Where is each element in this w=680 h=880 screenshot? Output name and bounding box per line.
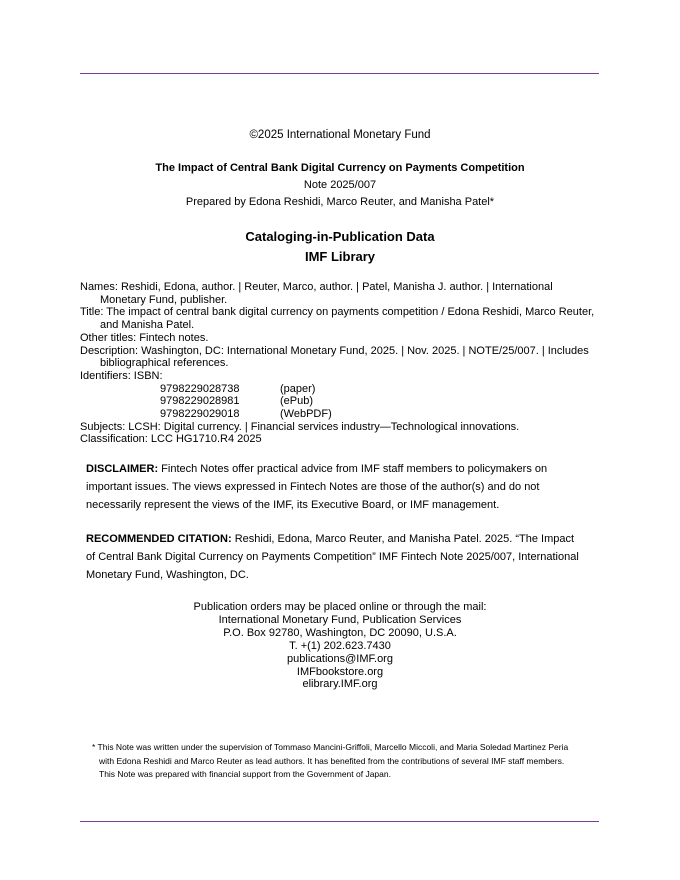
cip-heading: Cataloging-in-Publication Data (245, 229, 435, 244)
catalog-subjects: Subjects: LCSH: Digital currency. | Financial services industry—Technological innovations. (80, 420, 520, 433)
catalog-names: Names: Reshidi, Edona, author. | Reuter, Marco, author. | Patel, Manisha J. author. | International Monetary Fund, publisher. (80, 281, 553, 306)
isbn-format: (ePub) (280, 395, 314, 408)
catalog-identifiers: Identifiers: ISBN: (80, 369, 163, 382)
catalog-description: Description: Washington, DC: International Monetary Fund, 2025. | Nov. 2025. | NOTE/25/007. | Includes bibliographical references. (80, 344, 589, 370)
isbn-number: 9798229029018 (160, 408, 240, 421)
footnote-line: This Note was prepared with financial support from the Government of Japan. (99, 769, 391, 779)
orders-elibrary-link[interactable]: elibrary.IMF.org (302, 678, 378, 691)
isbn-number: 9798229028981 (160, 395, 240, 408)
isbn-format: (WebPDF) (280, 408, 332, 421)
catalog-title: Title: The impact of central bank digital currency on payments competition / Edona Reshidi, Marco Reuter, and Manisha Patel. (80, 306, 595, 332)
isbn-row (80, 408, 600, 421)
citation-label: RECOMMENDED CITATION: (86, 533, 232, 545)
citation-text: Reshidi, Edona, Marco Reuter, and Manisha Patel. 2025. “The Impact of Central Bank Digital Currency on Payments Competition” IMF Fintech Note 2025/007, International Monetary Fund, Washington, DC. (86, 533, 579, 581)
catalog-other-titles: Other titles: Fintech notes. (80, 331, 209, 344)
top-rule (80, 73, 599, 74)
orders-address: P.O. Box 92780, Washington, DC 20090, U.S.A. (223, 626, 457, 639)
note-title: The Impact of Central Bank Digital Currency on Payments Competition (155, 162, 525, 174)
note-number: Note 2025/007 (303, 179, 377, 191)
isbn-row (80, 395, 600, 408)
prepared-by: Prepared by Edona Reshidi, Marco Reuter, and Manisha Patel* (185, 196, 495, 208)
orders-intro: Publication orders may be placed online or through the mail: (193, 601, 487, 613)
cip-library: IMF Library (304, 249, 376, 264)
orders-phone: T. +(1) 202.623.7430 (289, 639, 391, 652)
footnote-line: * This Note was written under the supervision of Tommaso Mancini-Griffoli, Marcello Miccoli, and Maria Soledad Martinez Peria (92, 742, 569, 752)
isbn-format: (paper) (280, 382, 316, 395)
disclaimer-label: DISCLAIMER: (86, 463, 159, 475)
catalog-classification: Classification: LCC HG1710.R4 2025 (80, 433, 262, 446)
citation-paragraph (86, 530, 586, 584)
footnote (86, 741, 598, 782)
orders-email[interactable]: publications@IMF.org (287, 652, 393, 665)
copyright-line: ©2025 International Monetary Fund (249, 129, 431, 141)
isbn-row (80, 383, 600, 396)
orders-bookstore-link[interactable]: IMFbookstore.org (296, 665, 384, 678)
disclaimer-text: Fintech Notes offer practical advice from IMF staff members to policymakers on important issues. The views expressed in Fintech Notes are those of the author(s) and do not necessarily represent the views of the IMF, its Executive Board, or IMF management. (86, 463, 548, 511)
isbn-number: 9798229028738 (160, 382, 240, 395)
footnote-line: with Edona Reshidi and Marco Reuter as lead authors. It has benefited from the contributions of several IMF staff members. (99, 755, 565, 766)
orders-block (0, 601, 680, 691)
orders-publisher: International Monetary Fund, Publication Services (218, 613, 462, 626)
disclaimer-paragraph (86, 460, 586, 514)
bottom-rule (80, 821, 599, 822)
catalog-block (80, 281, 600, 446)
